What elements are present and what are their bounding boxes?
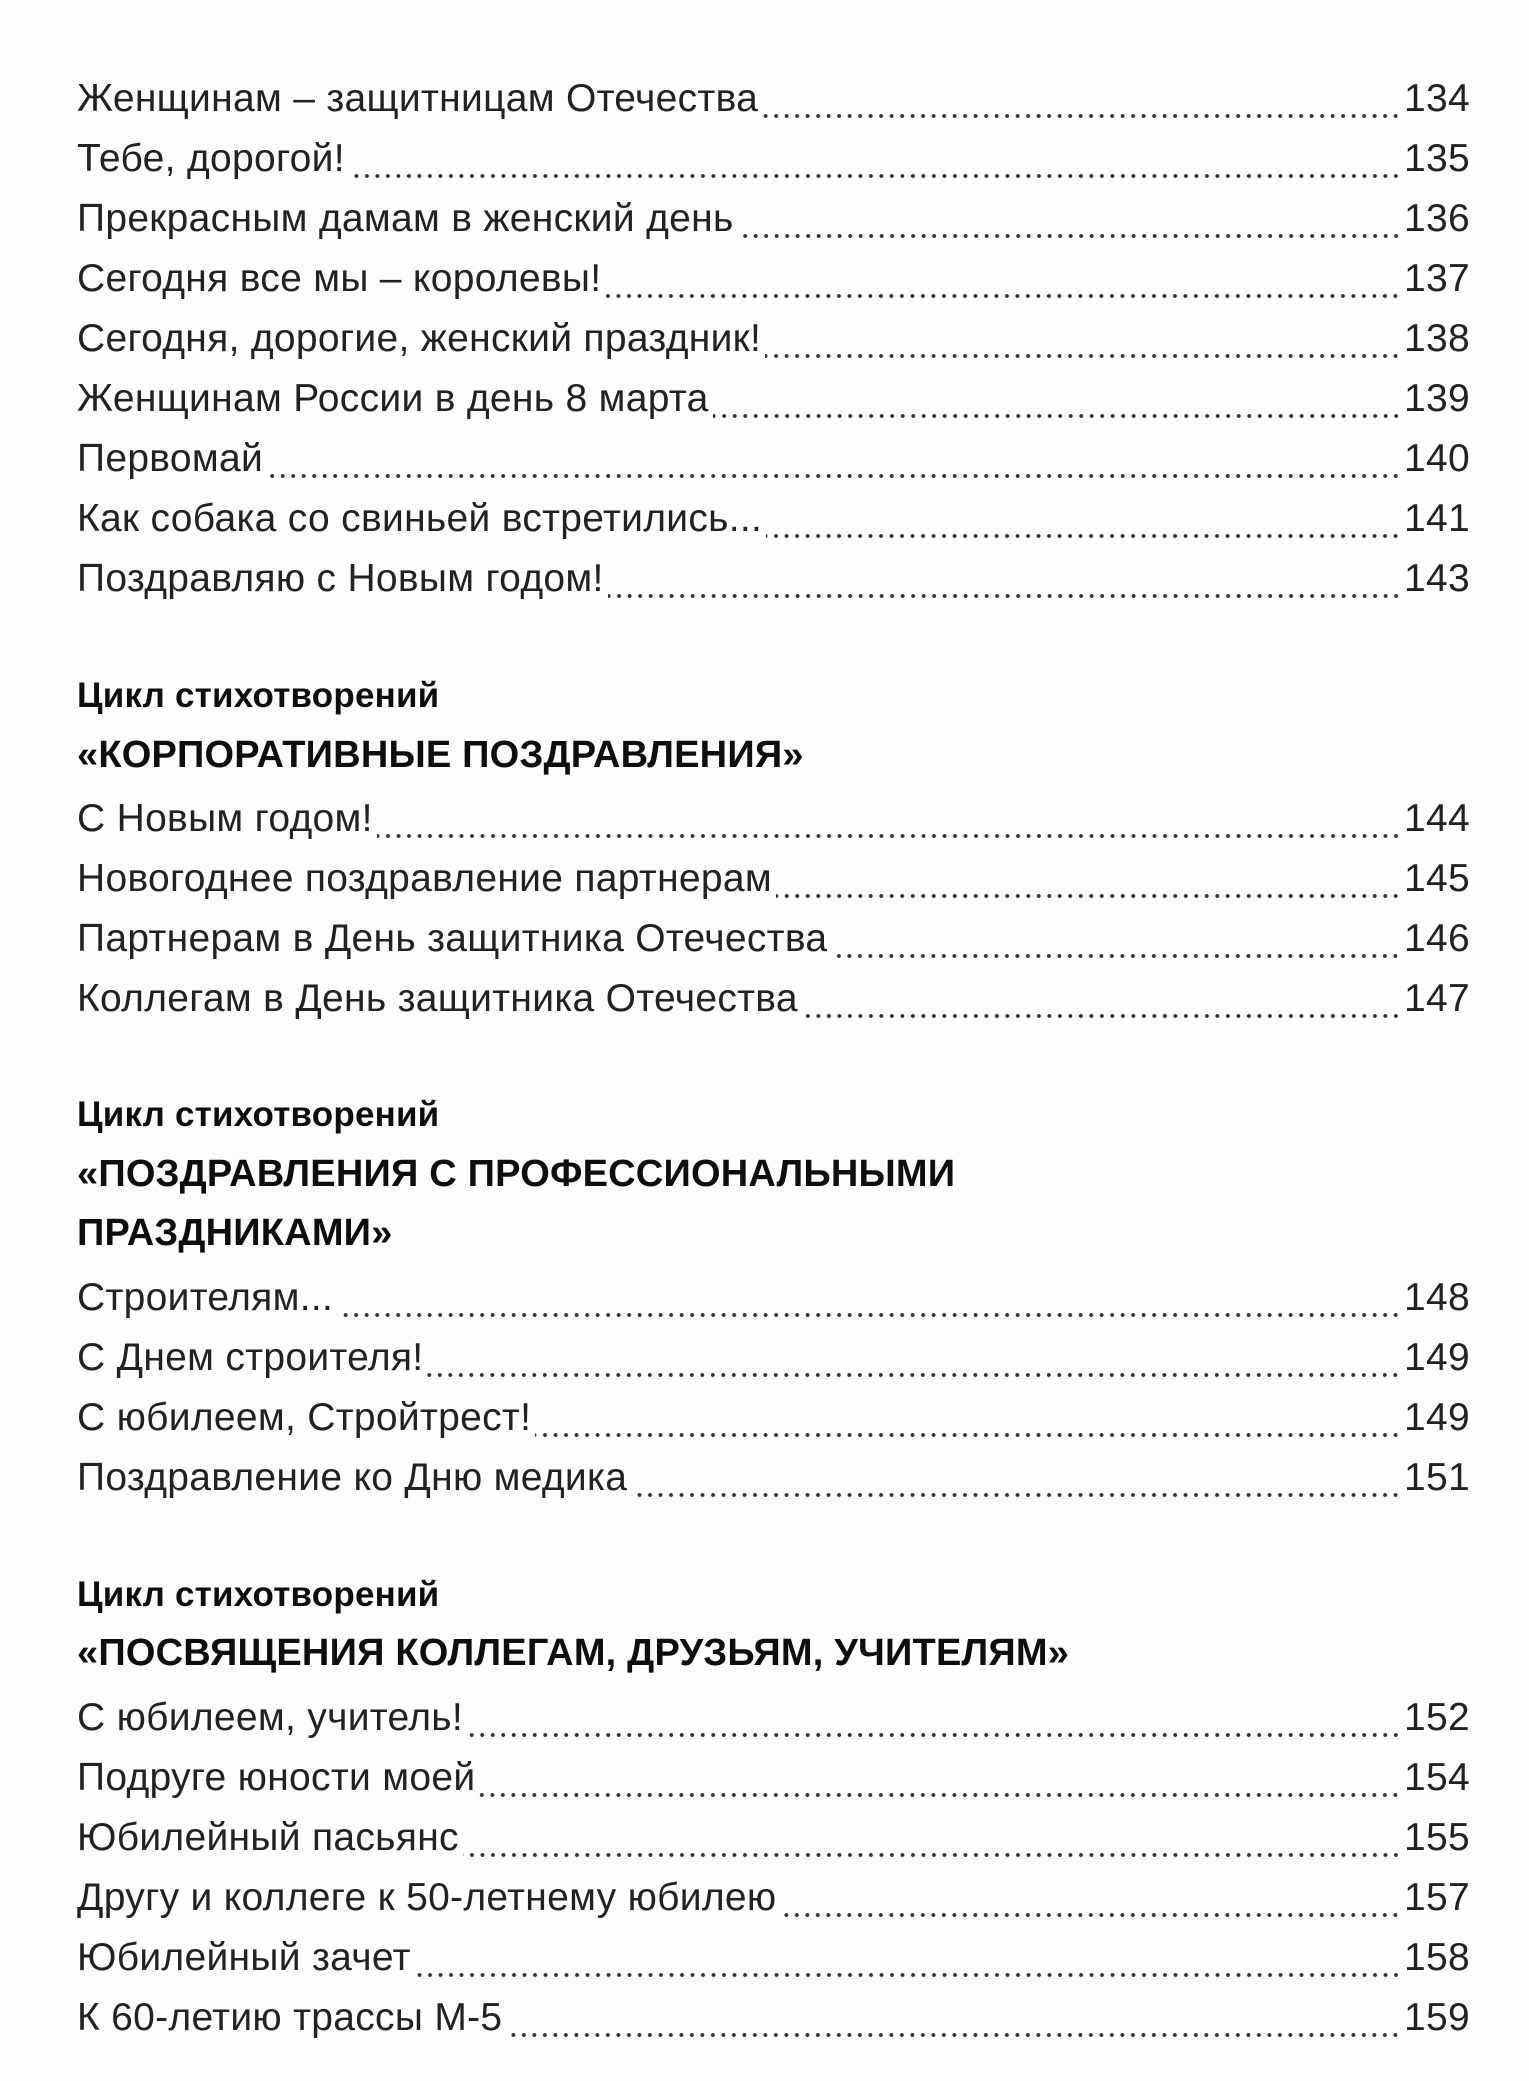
toc-entry[interactable] (77, 789, 1470, 849)
entry-title: К 60-летию трассы М-5 (77, 1996, 503, 2039)
toc-entry[interactable] (77, 1688, 1470, 1748)
toc-entry[interactable] (77, 1748, 1470, 1808)
toc-entry[interactable] (77, 1268, 1470, 1328)
entry-page-number: 149 (1404, 1396, 1470, 1439)
entry-page-number: 157 (1404, 1876, 1470, 1919)
entry-title: Юбилейный пасьянс (77, 1816, 459, 1859)
entry-page-number: 152 (1404, 1696, 1470, 1739)
toc-entry[interactable] (77, 1988, 1470, 2048)
dot-leader (427, 1346, 1401, 1386)
entry-title: Сегодня, дорогие, женский праздник! (77, 317, 762, 360)
entry-title: Прекрасным дамам в женский день (77, 197, 734, 240)
toc-entry[interactable] (77, 129, 1470, 189)
dot-leader (780, 1886, 1401, 1926)
entry-page-number: 143 (1404, 557, 1470, 600)
entry-page-number: 136 (1404, 197, 1470, 240)
entry-title: Тебе, дорогой! (77, 137, 345, 180)
entry-title: Поздравляю с Новым годом! (77, 557, 604, 600)
toc-entry[interactable] (77, 1808, 1470, 1868)
section-title: «ПОЗДРАВЛЕНИЯ С ПРОФЕССИОНАЛЬНЫМИ (77, 1153, 956, 1195)
dot-leader (415, 1946, 1401, 1986)
dot-leader (479, 1766, 1401, 1806)
entry-title: Юбилейный зачет (77, 1936, 411, 1979)
entry-page-number: 137 (1404, 257, 1470, 300)
dot-leader (776, 867, 1401, 907)
toc-entry[interactable] (77, 849, 1470, 909)
toc-entry[interactable] (77, 1448, 1470, 1508)
toc-entry[interactable] (77, 969, 1470, 1029)
entry-title: Другу и коллеге к 50-летнему юбилею (77, 1876, 777, 1919)
entry-page-number: 155 (1404, 1816, 1470, 1859)
dot-leader (802, 987, 1401, 1027)
entry-page-number: 151 (1404, 1456, 1470, 1499)
entry-title: Как собака со свиньей встретились... (77, 497, 763, 540)
toc-entry[interactable] (77, 909, 1470, 969)
toc-entry[interactable] (77, 249, 1470, 309)
dot-leader (738, 207, 1401, 247)
dot-leader (831, 927, 1401, 967)
dot-leader (631, 1466, 1401, 1506)
entry-title: Женщинам России в день 8 марта (77, 377, 709, 420)
entry-title: Подруге юности моей (77, 1756, 476, 1799)
section-label: Цикл стихотворений (77, 1095, 440, 1134)
dot-leader (713, 387, 1401, 427)
entry-title: Первомай (77, 437, 264, 480)
entry-page-number: 148 (1404, 1276, 1470, 1319)
entry-page-number: 135 (1404, 137, 1470, 180)
entry-title: Коллегам в День защитника Отечества (77, 977, 798, 1020)
toc-entry[interactable] (77, 1328, 1470, 1388)
entry-page-number: 139 (1404, 377, 1470, 420)
entry-page-number: 141 (1404, 497, 1470, 540)
dot-leader (349, 147, 1401, 187)
toc-entry[interactable] (77, 1388, 1470, 1448)
entry-title: Новогоднее поздравление партнерам (77, 857, 773, 900)
entry-title: С Новым годом! (77, 797, 373, 840)
dot-leader (766, 507, 1401, 547)
section-title-continued: ПРАЗДНИКАМИ» (77, 1212, 393, 1254)
entry-page-number: 154 (1404, 1756, 1470, 1799)
entry-page-number: 147 (1404, 977, 1470, 1020)
entry-page-number: 146 (1404, 917, 1470, 960)
entry-page-number: 145 (1404, 857, 1470, 900)
dot-leader (463, 1826, 1401, 1866)
toc-entry[interactable] (77, 189, 1470, 249)
entry-page-number: 144 (1404, 797, 1470, 840)
entry-title: С Днем строителя! (77, 1336, 424, 1379)
dot-leader (377, 807, 1401, 847)
section-label: Цикл стихотворений (77, 1575, 440, 1614)
toc-entry[interactable] (77, 369, 1470, 429)
dot-leader (467, 1706, 1401, 1746)
dot-leader (506, 2006, 1401, 2046)
dot-leader (762, 87, 1401, 127)
entry-page-number: 158 (1404, 1936, 1470, 1979)
dot-leader (608, 567, 1401, 607)
toc-entry[interactable] (77, 1928, 1470, 1988)
toc-entry[interactable] (77, 309, 1470, 369)
dot-leader (605, 267, 1401, 307)
toc-entry[interactable] (77, 1868, 1470, 1928)
entry-page-number: 134 (1404, 77, 1470, 120)
section-title: «ПОСВЯЩЕНИЯ КОЛЛЕГАМ, ДРУЗЬЯМ, УЧИТЕЛЯМ» (77, 1632, 1070, 1674)
entry-title: Поздравление ко Дню медика (77, 1456, 628, 1499)
entry-title: Партнерам в День защитника Отечества (77, 917, 828, 960)
entry-title: Женщинам – защитницам Отечества (77, 77, 759, 120)
section-label: Цикл стихотворений (77, 676, 440, 715)
entry-page-number: 149 (1404, 1336, 1470, 1379)
dot-leader (337, 1286, 1401, 1326)
entry-title: С юбилеем, Стройтрест! (77, 1396, 532, 1439)
dot-leader (535, 1406, 1401, 1446)
entry-title: Строителям... (77, 1276, 334, 1319)
section-title: «КОРПОРАТИВНЫЕ ПОЗДРАВЛЕНИЯ» (77, 734, 804, 776)
toc-entry[interactable] (77, 429, 1470, 489)
toc-entry[interactable] (77, 549, 1470, 609)
dot-leader (765, 327, 1401, 367)
entry-title: Сегодня все мы – королевы! (77, 257, 602, 300)
toc-entry[interactable] (77, 69, 1470, 129)
entry-page-number: 138 (1404, 317, 1470, 360)
dot-leader (267, 447, 1401, 487)
toc-entry[interactable] (77, 489, 1470, 549)
entry-page-number: 159 (1404, 1996, 1470, 2039)
entry-title: С юбилеем, учитель! (77, 1696, 464, 1739)
entry-page-number: 140 (1404, 437, 1470, 480)
